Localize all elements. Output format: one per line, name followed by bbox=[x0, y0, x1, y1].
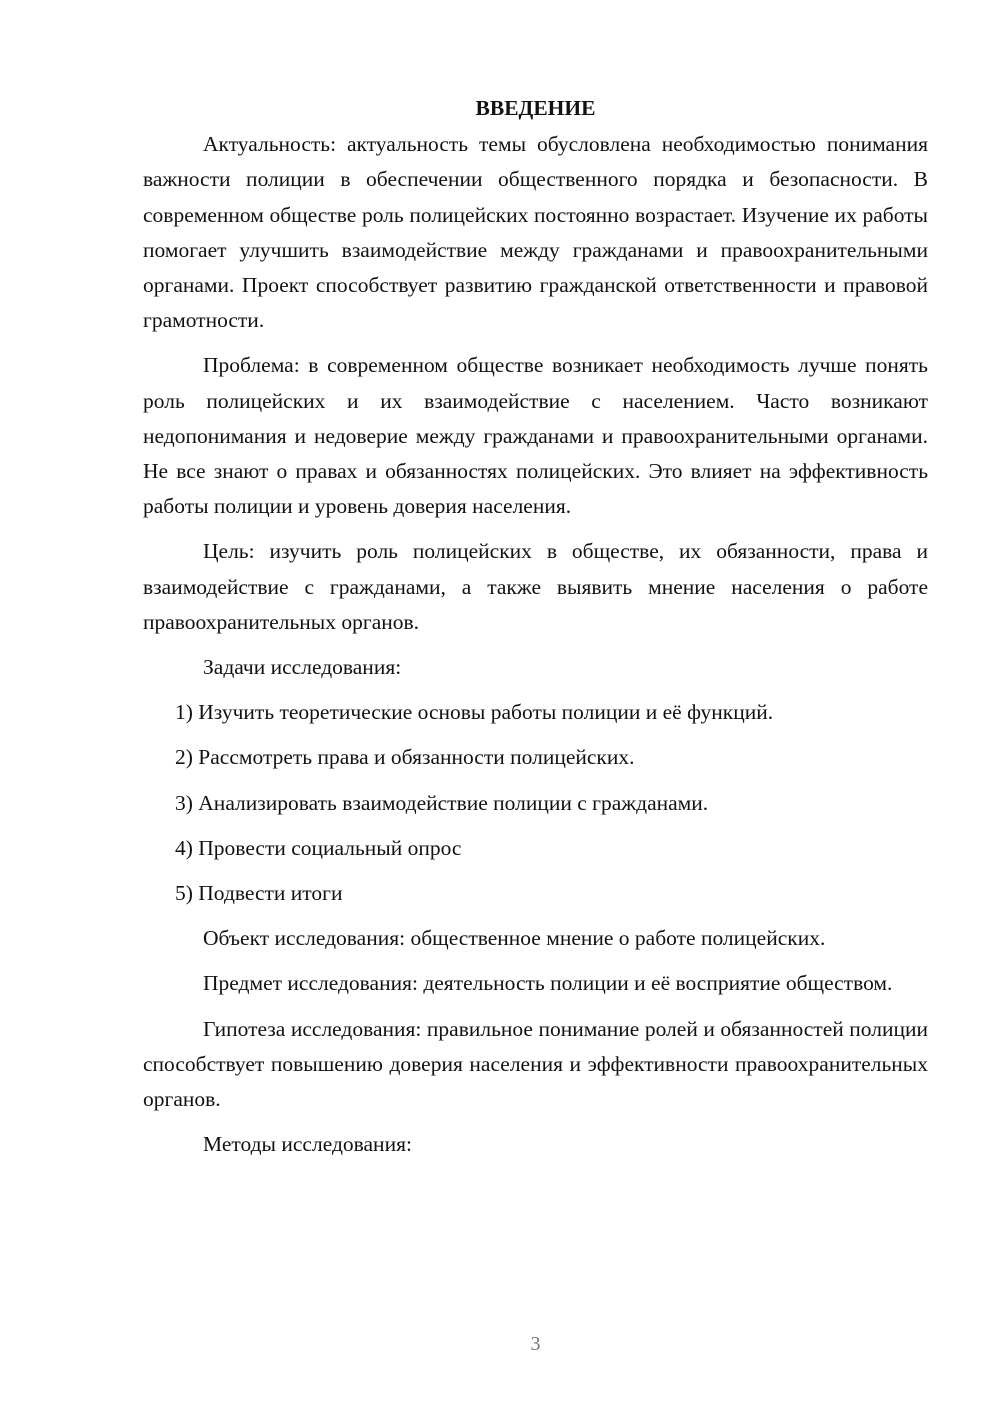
relevance-paragraph: Актуальность: актуальность темы обусловлена необходимостью понимания важности полиции в обеспечении общественного порядка и безопасности. В современном обществе роль полицейских постоянно возрастает. Изучение их работы помогает улучшить взаимодействие между гражданами и правоохранительными органами. Проект способствует развитию гражданской ответственности и правовой грамотности. bbox=[143, 132, 928, 333]
methods-heading: Методы исследования: bbox=[203, 1132, 412, 1157]
page-content bbox=[143, 91, 928, 1172]
page-number: 3 bbox=[530, 1333, 541, 1355]
subject-paragraph: Предмет исследования: деятельность полиции и её восприятие обществом. bbox=[203, 971, 893, 996]
object-paragraph: Объект исследования: общественное мнение о работе полицейских. bbox=[203, 926, 826, 951]
problem-paragraph: Проблема: в современном обществе возникает необходимость лучше понять роль полицейских и их взаимодействие с населением. Часто возникают недопонимания и недоверие между гражданами и правоохранительными органами. Не все знают о правах и обязанностях полицейских. Это влияет на эффективность работы полиции и уровень доверия населения. bbox=[143, 353, 928, 519]
task-item: 5) Подвести итоги bbox=[175, 881, 343, 906]
goal-paragraph: Цель: изучить роль полицейских в обществе, их обязанности, права и взаимодействие с гражданами, а также выявить мнение населения о работе правоохранительных органов. bbox=[143, 539, 928, 634]
tasks-heading: Задачи исследования: bbox=[203, 655, 402, 680]
task-item: 2) Рассмотреть права и обязанности полицейских. bbox=[175, 745, 635, 770]
task-item: 3) Анализировать взаимодействие полиции с гражданами. bbox=[175, 790, 709, 815]
task-item: 4) Провести социальный опрос bbox=[175, 835, 462, 860]
section-title: ВВЕДЕНИЕ bbox=[475, 96, 596, 120]
hypothesis-paragraph: Гипотеза исследования: правильное понимание ролей и обязанностей полиции способствует повышению доверия населения и эффективности правоохранительных органов. bbox=[143, 1016, 928, 1112]
task-item: 1) Изучить теоретические основы работы полиции и её функций. bbox=[175, 700, 774, 725]
